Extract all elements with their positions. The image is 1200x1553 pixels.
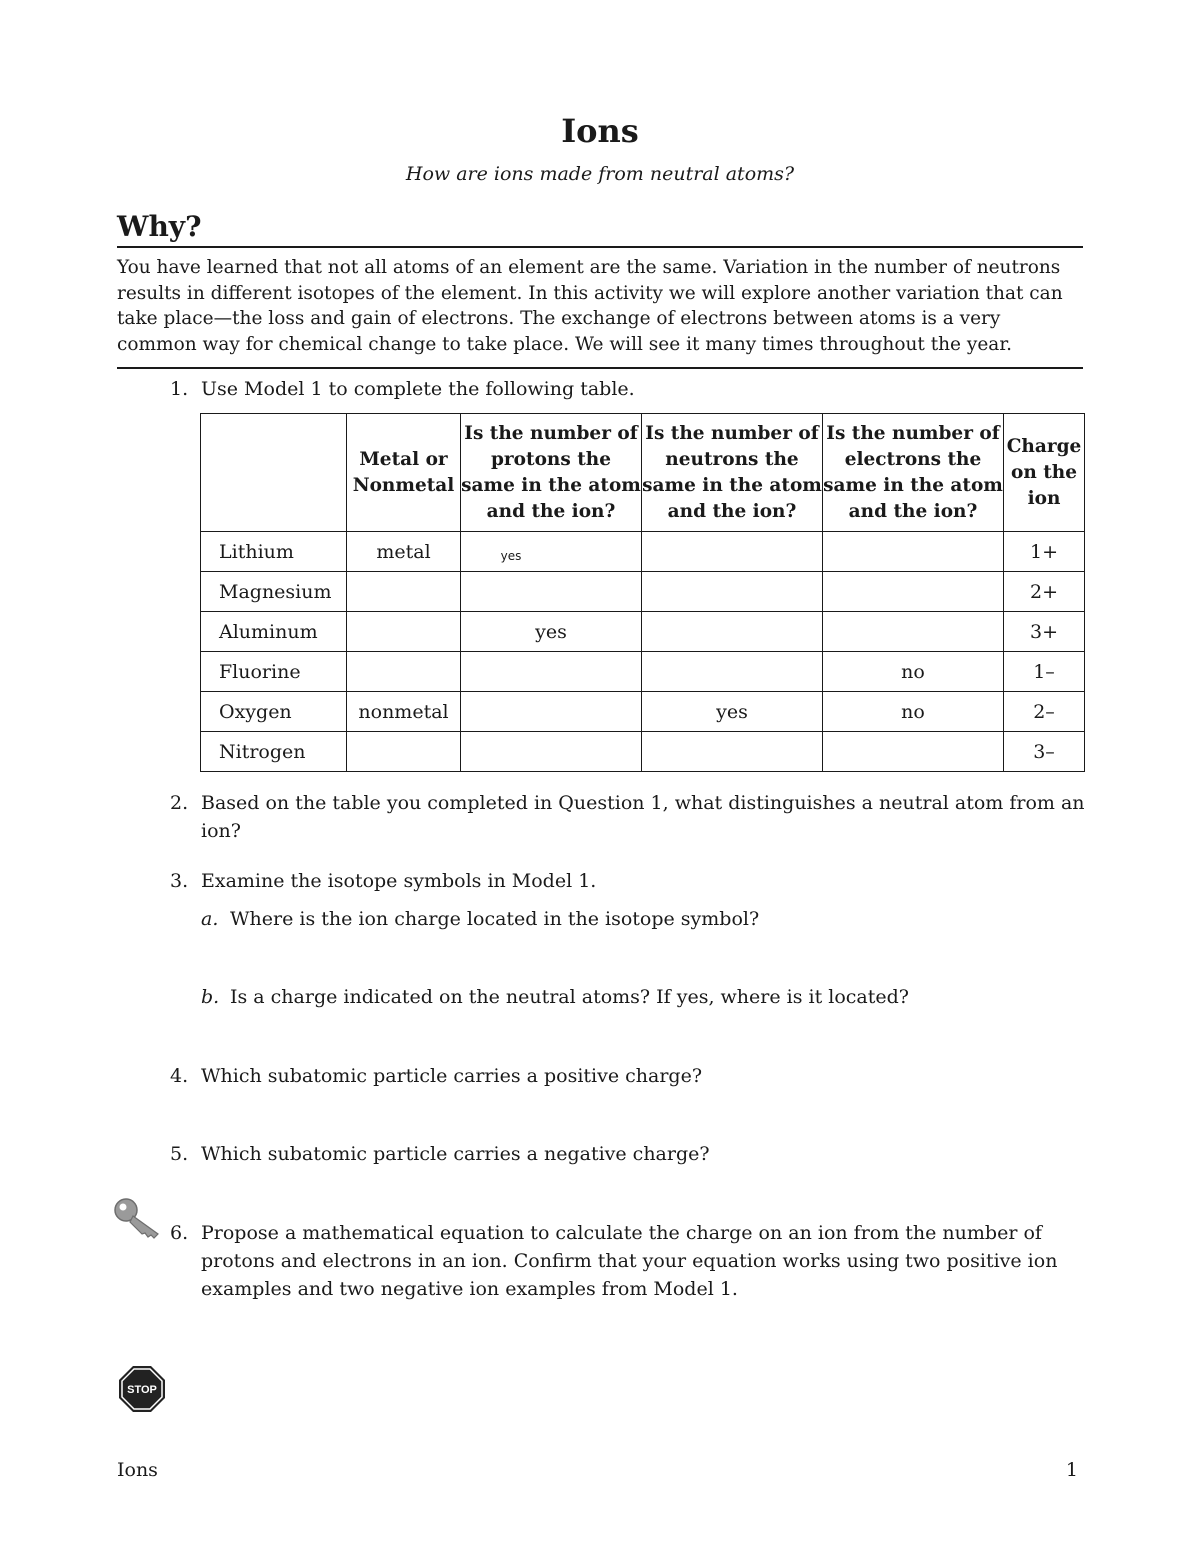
neutrons-cell[interactable] (642, 612, 823, 652)
question-3-text: Examine the isotope symbols in Model 1. (201, 870, 597, 892)
metal-cell[interactable] (347, 732, 461, 772)
electrons-cell[interactable]: no (823, 692, 1004, 732)
header-element (201, 414, 347, 532)
header-neutrons: Is the number of neutrons the same in the atom and the ion? (642, 414, 823, 532)
electrons-cell[interactable] (823, 732, 1004, 772)
electrons-cell[interactable] (823, 572, 1004, 612)
neutrons-cell[interactable] (642, 532, 823, 572)
charge-cell: 2+ (1004, 572, 1085, 612)
table-row (201, 692, 1085, 732)
why-paragraph: You have learned that not all atoms of an element are the same. Variation in the number of neutrons results in different isotopes of the element. In this activity we will explore another variation that can take place—the loss and gain of electrons. The exchange of electrons between atoms is a very common way for chemical change to take place. We will see it many times throughout the year. (117, 257, 1063, 355)
electrons-cell[interactable] (823, 532, 1004, 572)
protons-cell[interactable]: yes (461, 612, 642, 652)
charge-cell: 2– (1004, 692, 1085, 732)
charge-cell: 3+ (1004, 612, 1085, 652)
header-electrons: Is the number of electrons the same in the atom and the ion? (823, 414, 1004, 532)
table-header-row (201, 414, 1085, 532)
element-name: Oxygen (201, 692, 347, 732)
protons-answer: yes (500, 548, 522, 563)
neutrons-cell[interactable] (642, 572, 823, 612)
header-metal: Metal or Nonmetal (347, 414, 461, 532)
neutrons-cell[interactable] (642, 652, 823, 692)
table-row (201, 732, 1085, 772)
table-row (201, 612, 1085, 652)
protons-cell[interactable] (461, 732, 642, 772)
electrons-cell[interactable] (823, 612, 1004, 652)
question-3a-letter: a. (201, 908, 219, 930)
question-5-number: 5. (170, 1143, 189, 1165)
footer-title: Ions (117, 1459, 158, 1481)
header-charge: Charge on the ion (1004, 414, 1085, 532)
page-title: Ions (561, 112, 639, 150)
charge-cell: 3– (1004, 732, 1085, 772)
metal-cell[interactable]: metal (347, 532, 461, 572)
why-heading: Why? (117, 210, 202, 243)
question-4-number: 4. (170, 1065, 189, 1087)
table-row (201, 532, 1085, 572)
metal-cell[interactable] (347, 652, 461, 692)
table-row (201, 572, 1085, 612)
element-name: Aluminum (201, 612, 347, 652)
metal-cell[interactable]: nonmetal (347, 692, 461, 732)
table-row (201, 652, 1085, 692)
metal-cell[interactable] (347, 572, 461, 612)
question-3-number: 3. (170, 870, 189, 892)
stop-sign-icon (118, 1365, 166, 1413)
neutrons-cell[interactable]: yes (642, 692, 823, 732)
question-1-text: Use Model 1 to complete the following table. (201, 378, 635, 400)
question-2-number: 2. (170, 792, 189, 814)
divider-bottom (117, 367, 1083, 369)
header-protons: Is the number of protons the same in the atom and the ion? (461, 414, 642, 532)
question-5-text: Which subatomic particle carries a negative charge? (201, 1143, 710, 1165)
question-3b-letter: b. (201, 986, 220, 1008)
protons-cell[interactable] (461, 572, 642, 612)
electrons-cell[interactable]: no (823, 652, 1004, 692)
element-name: Nitrogen (201, 732, 347, 772)
stop-sign-label: STOP (127, 1384, 157, 1396)
question-4-text: Which subatomic particle carries a positive charge? (201, 1065, 703, 1087)
element-name: Magnesium (201, 572, 347, 612)
protons-cell[interactable] (461, 692, 642, 732)
question-1-number: 1. (170, 378, 189, 400)
neutrons-cell[interactable] (642, 732, 823, 772)
protons-cell[interactable] (461, 652, 642, 692)
question-3b-text: Is a charge indicated on the neutral atoms? If yes, where is it located? (230, 986, 909, 1008)
key-icon (112, 1196, 164, 1240)
element-name: Fluorine (201, 652, 347, 692)
page-subtitle: How are ions made from neutral atoms? (405, 163, 795, 185)
question-2-text: Based on the table you completed in Question 1, what distinguishes a neutral atom from an ion? (201, 792, 1085, 842)
model-table (200, 413, 1085, 772)
protons-cell[interactable] (461, 532, 642, 572)
charge-cell: 1– (1004, 652, 1085, 692)
charge-cell: 1+ (1004, 532, 1085, 572)
page-number: 1 (1065, 1459, 1078, 1481)
question-6-number: 6. (170, 1222, 189, 1244)
question-3a-text: Where is the ion charge located in the isotope symbol? (230, 908, 760, 930)
question-6-text: Propose a mathematical equation to calculate the charge on an ion from the number of protons and electrons in an ion. Confirm that your equation works using two positive ion examples and two negative ion examples from Model 1. (201, 1222, 1058, 1300)
element-name: Lithium (201, 532, 347, 572)
metal-cell[interactable] (347, 612, 461, 652)
divider-top (117, 246, 1083, 248)
